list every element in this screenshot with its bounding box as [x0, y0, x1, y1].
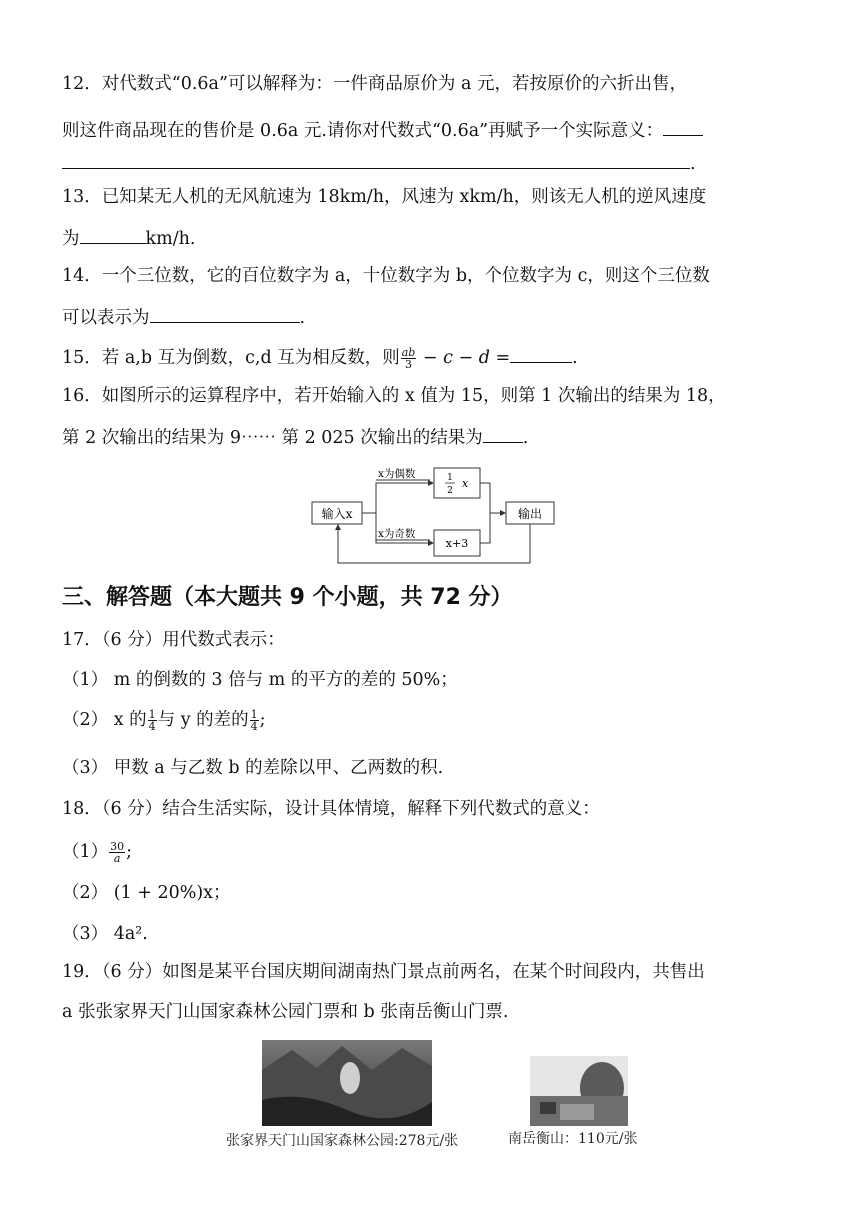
q14-line2 [62, 304, 305, 330]
flowchart-even-op-var: x [462, 477, 469, 490]
q14-line2-pre: 可以表示为 [62, 308, 150, 328]
hengshan-caption: 南岳衡山：110元/张 [508, 1131, 638, 1147]
q13-line2-pre: 为 [62, 229, 80, 249]
q17-part1: （1） m 的倒数的 3 倍与 m 的平方的差的 50%； [62, 670, 458, 690]
q16-end: . [522, 428, 529, 448]
q17-part2-b: 与 y 的差的 [157, 710, 249, 730]
tianmen-mountain-photo [262, 1040, 432, 1126]
q17-part2-a: （2） x 的 [62, 710, 147, 730]
flowchart-odd-label: x为奇数 [378, 528, 416, 540]
flowchart-even-op-den: 2 [447, 486, 453, 496]
q12-line3 [62, 150, 696, 176]
q18-part1-pre: （1） [62, 842, 109, 862]
flowchart-even-label: x为偶数 [378, 468, 416, 480]
flowchart-merge-even [480, 483, 506, 513]
q17-part2 [62, 708, 266, 732]
q14-line2-post: . [299, 308, 306, 328]
q13-line2 [62, 225, 195, 251]
flowchart-output-label: 输出 [517, 507, 543, 521]
answer-blank [62, 150, 690, 169]
fraction-denominator: a [113, 852, 121, 865]
q12-line2 [62, 117, 703, 143]
flowchart-diagram [310, 466, 560, 566]
answer-blank [663, 117, 703, 136]
q18-head: 18．（6 分）结合生活实际，设计具体情境，解释下列代数式的意义： [62, 799, 600, 819]
flowchart-odd-op: x+3 [445, 537, 469, 550]
hengshan-photo [530, 1056, 628, 1126]
q12-line2-text: 则这件商品现在的售价是 0.6a 元.请你对代数式“0.6a”再赋予一个实际意义： [62, 121, 664, 141]
q18-part3: （3） 4a². [62, 924, 148, 944]
q18-part1-end: ; [126, 842, 133, 862]
q18-part1 [62, 840, 132, 864]
q12-end: . [690, 154, 696, 174]
tianmen-caption: 张家界天门山国家森林公园:278元/张 [226, 1133, 459, 1149]
q17-part2-c: ; [259, 710, 266, 730]
fraction [109, 841, 125, 864]
flowchart-merge-odd [480, 513, 490, 543]
fraction-numerator: ab [401, 346, 416, 359]
q13-line1: 13．已知某无人机的无风航速为 18km/h，风速为 xkm/h，则该无人机的逆风速度 [62, 187, 707, 207]
fraction-numerator: 1 [148, 708, 156, 721]
q15-pre: 15．若 a,b 互为倒数，c,d 互为相反数，则 [62, 348, 400, 368]
fraction-denominator: 4 [148, 720, 156, 733]
fraction-denominator: 4 [250, 720, 258, 733]
flowchart-arrow-even [362, 483, 434, 513]
section-heading: 三、解答题（本大题共 9 个小题，共 72 分） [62, 585, 513, 610]
flowchart-even-box [434, 468, 480, 498]
q18-part2: （2） (1 + 20%)x； [62, 883, 231, 903]
q19-line2: a 张张家界天门山国家森林公园门票和 b 张南岳衡山门票. [62, 1002, 509, 1022]
fraction-numerator: 30 [110, 840, 125, 853]
fraction-numerator: 1 [250, 708, 258, 721]
flowchart-input-label: 输入x [321, 507, 353, 521]
q15-end: . [572, 348, 578, 368]
q17-part3: （3） 甲数 a 与乙数 b 的差除以甲、乙两数的积. [62, 758, 444, 778]
answer-blank [483, 424, 523, 443]
fraction [148, 709, 157, 732]
q15-post: − c − d = [417, 348, 511, 368]
answer-blank [510, 344, 572, 363]
q12-line1: 12．对代数式“0.6a”可以解释为：一件商品原价为 a 元，若按原价的六折出售， [62, 74, 687, 94]
answer-blank [150, 304, 300, 323]
q19-line1: 19．（6 分）如图是某平台国庆期间湖南热门景点前两名，在某个时间段内，共售出 [62, 962, 705, 982]
answer-blank [80, 225, 146, 244]
fraction-denominator: 3 [405, 358, 413, 371]
fraction [401, 347, 417, 370]
fraction [250, 709, 259, 732]
q16-line2-text: 第 2 次输出的结果为 9⋯⋯ 第 2 025 次输出的结果为 [62, 428, 483, 448]
q17-head: 17．（6 分）用代数式表示： [62, 630, 285, 650]
q16-line1: 16．如图所示的运算程序中，若开始输入的 x 值为 15，则第 1 次输出的结果为 18， [62, 386, 726, 406]
q13-line2-post: km/h. [145, 229, 196, 249]
q16-line2 [62, 424, 528, 450]
q15-line [62, 344, 578, 370]
flowchart-even-op-num: 1 [447, 473, 453, 483]
q14-line1: 14．一个三位数，它的百位数字为 a，十位数字为 b，个位数字为 c，则这个三位数 [62, 266, 710, 286]
